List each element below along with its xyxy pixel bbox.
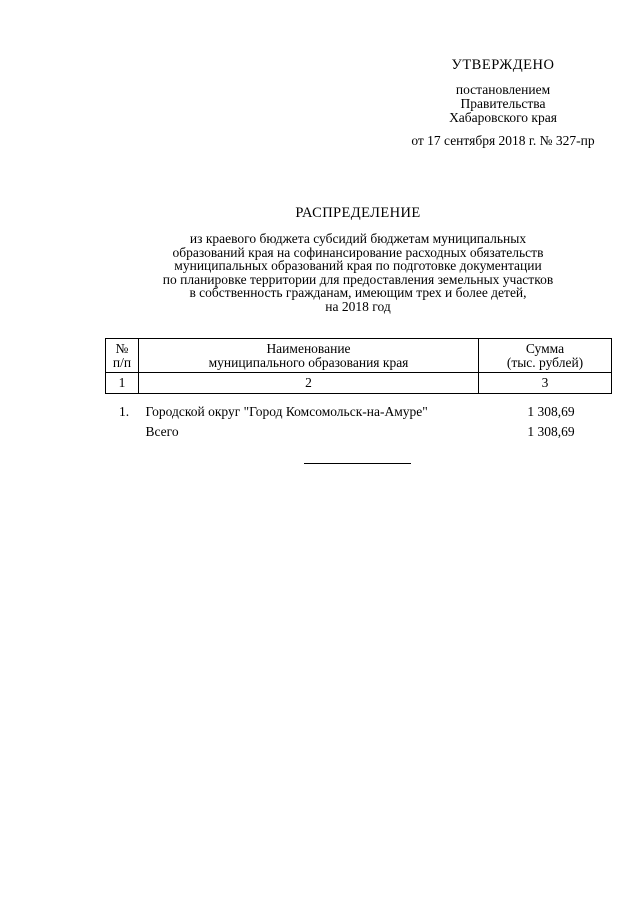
header-name-line1: Наименование bbox=[266, 340, 351, 356]
table-row bbox=[106, 394, 612, 423]
header-sum bbox=[479, 339, 612, 373]
document-title: РАСПРЕДЕЛЕНИЕ bbox=[295, 205, 421, 221]
row-name: Городской округ "Город Комсомольск-на-Амуре" bbox=[145, 404, 428, 419]
row-number bbox=[106, 422, 139, 442]
approval-line: Правительства bbox=[460, 96, 546, 111]
table-header-row bbox=[106, 339, 612, 373]
header-sum-line2: (тыс. рублей) bbox=[506, 354, 584, 370]
approval-date: от 17 сентября 2018 г. № 327-пр bbox=[411, 133, 595, 148]
header-number-line2: п/п bbox=[112, 354, 132, 370]
column-numbers-row bbox=[106, 373, 612, 394]
column-number: 2 bbox=[139, 373, 479, 394]
approval-line: постановлением bbox=[455, 82, 551, 97]
column-number: 1 bbox=[106, 373, 139, 394]
approval-block bbox=[396, 58, 610, 148]
approval-line: Хабаровского края bbox=[449, 110, 557, 125]
heading-line: из краевого бюджета субсидий бюджетам муниципальных bbox=[189, 231, 527, 246]
heading-line: муниципальных образований края по подготовке документации bbox=[174, 258, 542, 273]
approved-label: УТВЕРЖДЕНО bbox=[451, 57, 555, 73]
table-row-total bbox=[106, 422, 612, 442]
header-sum-line1: Сумма bbox=[525, 340, 565, 356]
row-sum: 1 308,69 bbox=[527, 404, 575, 419]
end-divider bbox=[304, 463, 411, 464]
heading-line: на 2018 год bbox=[325, 298, 391, 314]
heading-line: образований края на софинансирование расходных обязательств bbox=[172, 244, 544, 260]
header-number-line1: № bbox=[115, 340, 129, 356]
row-number: 1. bbox=[118, 404, 130, 419]
document-heading bbox=[120, 205, 596, 313]
header-name bbox=[139, 339, 479, 373]
column-number: 3 bbox=[479, 373, 612, 394]
row-sum: 1 308,69 bbox=[527, 424, 575, 439]
heading-line: в собственность гражданам, имеющим трех и более детей, bbox=[189, 285, 527, 300]
distribution-table bbox=[105, 338, 612, 442]
header-number bbox=[106, 339, 139, 373]
header-name-line2: муниципального образования края bbox=[208, 354, 409, 370]
row-name: Всего bbox=[145, 424, 179, 439]
heading-line: по планировке территории для предоставления земельных участков bbox=[162, 271, 554, 287]
